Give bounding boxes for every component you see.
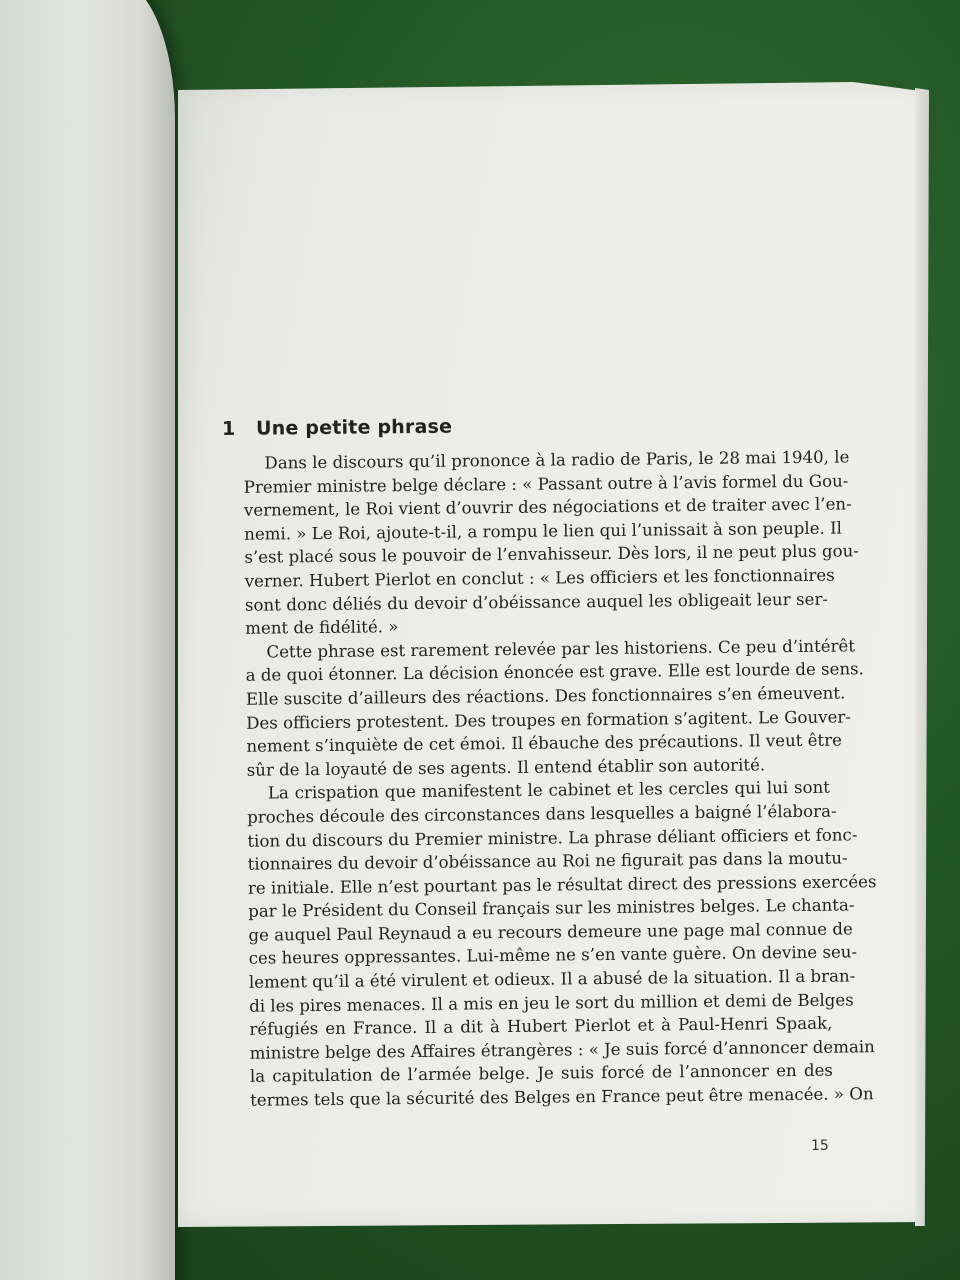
text-line: s’est placé sous le pouvoir de l’envahisseur. Dès lors, il ne peut plus gou- [244, 541, 859, 568]
chapter-number: 1 [222, 417, 236, 440]
text-line: nemi. » Le Roi, ajoute-t-il, a rompu le lien qui l’unissait à son peuple. Il [244, 518, 842, 544]
text-line: la capitulation de l’armée belge. Je suis forcé de l’annoncer en des [249, 1061, 833, 1087]
text-line: ces heures oppressantes. Lui-même ne s’en vante guère. On devine seu- [248, 942, 858, 969]
text-line: ge auquel Paul Reynaud a eu recours demeure une page mal connue de [248, 919, 853, 945]
text-line: proches découle des circonstances dans lesquelles a baigné l’élabora- [247, 801, 837, 827]
chapter-title: Une petite phrase [255, 415, 453, 440]
text-line: ment de fidélité. » [245, 617, 399, 638]
paragraph-1 [222, 446, 859, 641]
text-line: tion du discours du Premier ministre. La phrase déliant officiers et fonc- [247, 824, 858, 851]
text-line: sûr de la loyauté de ses agents. Il entend établir son autorité. [246, 755, 766, 780]
paragraph-2 [224, 634, 864, 782]
text-line: Cette phrase est rarement relevée par les historiens. Ce peu d’intérêt [266, 636, 856, 662]
page-number: 15 [811, 1138, 829, 1154]
text-line: Elle suscite d’ailleurs des réactions. Des fonctionnaires s’en émeuvent. [245, 683, 846, 709]
text-line: nement s’inquiète de cet émoi. Il ébauche des précautions. Il veut être [246, 730, 843, 756]
text-line: tionnaires du devoir d’obéissance au Roi ne figurait pas dans la moutu- [247, 848, 848, 874]
left-page-curl [0, 0, 175, 1280]
text-line: Premier ministre belge déclare : « Passant outre à l’avis formel du Gou- [243, 471, 849, 497]
text-line: termes tels que la sécurité des Belges en France peut être menacée. » On [250, 1084, 874, 1110]
page-content [222, 412, 877, 1113]
text-line: Dans le discours qu’il prononce à la radio de Paris, le 28 mai 1940, le [264, 447, 850, 473]
text-line: sont donc déliés du devoir d’obéissance auquel les obligeait leur ser- [244, 589, 829, 615]
text-line: ministre belge des Affaires étrangères : « Je suis forcé d’annoncer demain [249, 1037, 875, 1063]
text-line: verner. Hubert Pierlot en conclut : « Les officiers et les fonctionnaires [244, 565, 835, 591]
text-line: a de quoi étonner. La décision énoncée est grave. Elle est lourde de sens. [245, 659, 864, 686]
text-line: di les pires menaces. Il a mis en jeu le sort du million et demi de Belges [249, 990, 854, 1016]
text-line: par le Président du Conseil français sur les ministres belges. Le chanta- [248, 895, 855, 922]
text-line: lement qu’il a été virulent et odieux. Il a abusé de la situation. Il a bran- [248, 966, 856, 992]
text-line: Des officiers protestent. Des troupes en formation s’agitent. Le Gouver- [246, 706, 851, 733]
text-line: La crispation que manifestent le cabinet et les cercles qui lui sont [267, 777, 831, 803]
text-line: vernement, le Roi vient d’ouvrir des négociations et de traiter avec l’en- [243, 494, 852, 520]
paragraph-3 [226, 776, 877, 1113]
text-line: re initiale. Elle n’est pourtant pas le résultat direct des pressions exercées [247, 871, 877, 898]
text-line: réfugiés en France. Il a dit à Hubert Pierlot et à Paul-Henri Spaak, [249, 1013, 833, 1039]
